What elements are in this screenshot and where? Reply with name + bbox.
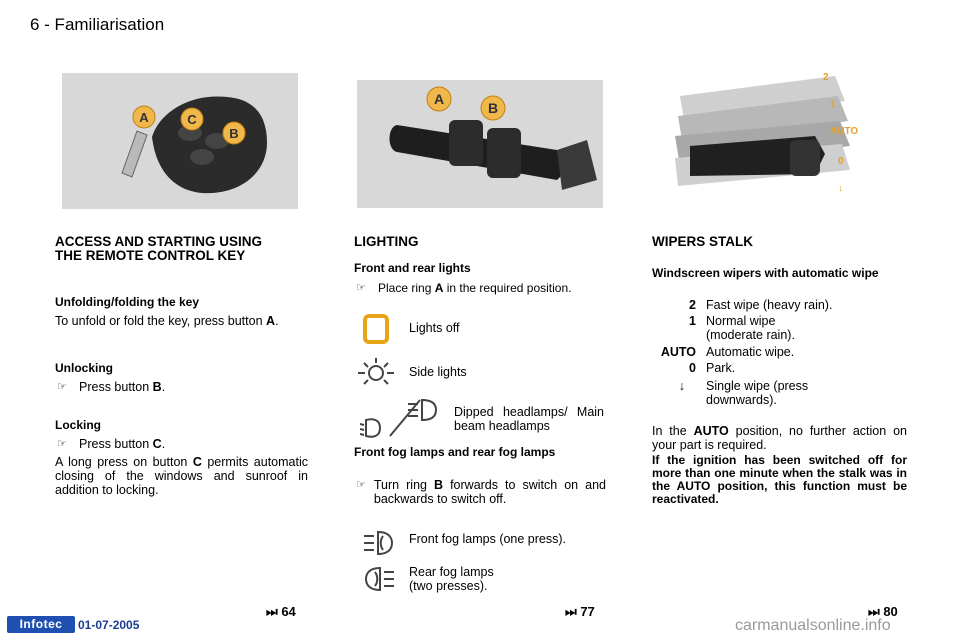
- lighting-title: LIGHTING: [354, 234, 419, 249]
- front-fog-label: Front fog lamps (one press).: [409, 532, 567, 546]
- side-lights-icon: [356, 356, 396, 393]
- wiper-key: ↓: [678, 379, 685, 393]
- unfold-text: To unfold or fold the key, press button A.: [55, 314, 279, 328]
- unlock-heading: Unlocking: [55, 361, 114, 375]
- wipers-title: WIPERS STALK: [652, 234, 753, 249]
- page-ref-access[interactable]: ⏭ 64: [266, 604, 296, 619]
- rear-fog-label: Rear fog lamps (two presses).: [409, 565, 494, 593]
- lights-off-icon: [362, 314, 390, 349]
- bullet-icon: ☞: [57, 438, 67, 450]
- wiper-key: 1: [689, 314, 696, 328]
- wiper-pos-2: 2: [823, 72, 829, 83]
- long-press-text: A long press on button C permits automatic closing of the windows and sunroof in addition to locking.: [55, 455, 308, 497]
- wipers-subheading: Windscreen wipers with automatic wipe: [652, 266, 879, 280]
- key-label-c: C: [187, 112, 197, 127]
- wiper-value: Automatic wipe.: [706, 345, 795, 359]
- dipped-main-label: Dipped headlamps/ Main beam headlamps: [454, 405, 604, 433]
- wipers-stalk-photo: [660, 66, 872, 212]
- key-label-a: A: [139, 110, 149, 125]
- turn-ring-bullet: ☞ Turn ring B forwards to switch on and backwards to switch off.: [356, 478, 606, 506]
- wiper-pos-0: 0: [838, 156, 844, 167]
- unfold-heading: Unfolding/folding the key: [55, 295, 199, 309]
- lock-heading: Locking: [55, 418, 102, 432]
- lighting-label-a: A: [433, 91, 445, 107]
- wiper-key: 0: [689, 361, 696, 375]
- page-ref-lighting[interactable]: ⏭ 77: [565, 604, 595, 619]
- front-fog-icon: [362, 528, 396, 563]
- wiper-key: AUTO: [660, 345, 696, 359]
- key-label-b: B: [229, 126, 239, 141]
- next-page-icon: ⏭: [266, 604, 278, 619]
- front-rear-heading: Front and rear lights: [354, 261, 471, 275]
- unlock-bullet: ☞ Press button B.: [57, 380, 166, 394]
- lighting-stalk-photo: [357, 80, 603, 208]
- wiper-value: Normal wipe (moderate rain).: [706, 314, 795, 342]
- wiper-key: 2: [689, 298, 696, 312]
- lighting-label-b: B: [487, 100, 499, 116]
- fog-heading: Front fog lamps and rear fog lamps: [354, 445, 556, 459]
- bullet-icon: ☞: [57, 381, 67, 393]
- bullet-icon: ☞: [356, 479, 366, 491]
- place-ring-bullet: ☞ Place ring A in the required position.: [356, 281, 572, 295]
- lights-off-label: Lights off: [409, 321, 460, 335]
- infotec-logo: Infotec: [7, 616, 75, 633]
- wiper-pos-down: ↓: [838, 183, 843, 194]
- next-page-icon: ⏭: [565, 604, 577, 619]
- wiper-value: Park.: [706, 361, 736, 375]
- dipped-main-beam-icon: [360, 396, 440, 445]
- bullet-icon: ☞: [356, 282, 366, 294]
- remote-key-photo: [62, 73, 298, 209]
- footer-date: 01-07-2005: [78, 618, 140, 632]
- side-lights-label: Side lights: [409, 365, 467, 379]
- page-title: 6 - Familiarisation: [30, 15, 165, 34]
- wiper-value: Fast wipe (heavy rain).: [706, 298, 833, 312]
- access-title: ACCESS AND STARTING USING THE REMOTE CONTROL KEY: [55, 234, 263, 263]
- auto-note: In the AUTO position, no further action on your part is required.: [652, 424, 907, 452]
- rear-fog-icon: [362, 564, 396, 599]
- page-ref-wipers[interactable]: ⏭ 80: [868, 604, 898, 619]
- watermark: carmanualsonline.info: [735, 617, 891, 634]
- wiper-pos-1: 1: [830, 99, 836, 110]
- next-page-icon: ⏭: [868, 604, 880, 619]
- reactivation-warning: If the ignition has been switched off for more than one minute when the stalk was in the AUTO position, this function must be reactivated.: [652, 453, 907, 506]
- lock-bullet: ☞ Press button C.: [57, 437, 166, 451]
- wiper-pos-auto: AUTO: [830, 126, 859, 137]
- wiper-value: Single wipe (press downwards).: [706, 379, 809, 407]
